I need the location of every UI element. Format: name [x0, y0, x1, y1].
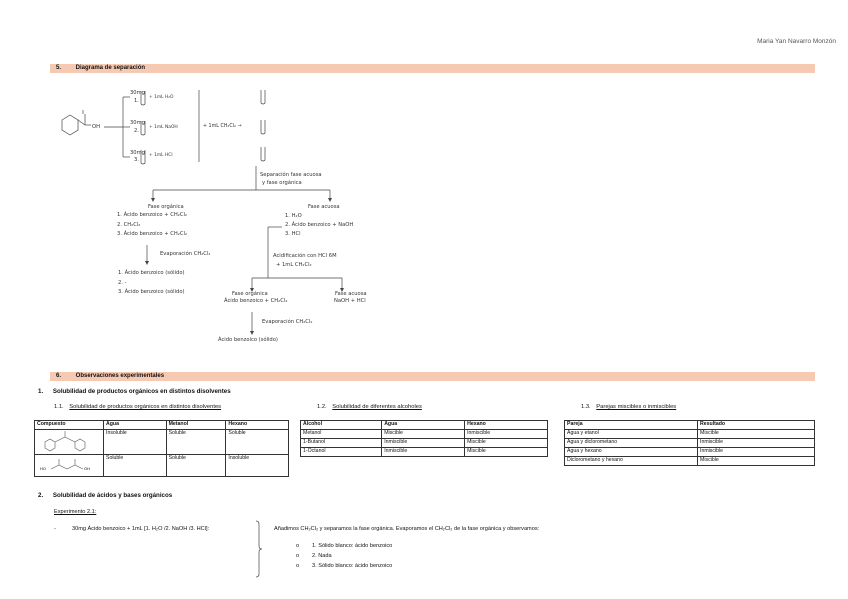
test-tube [261, 147, 265, 161]
branch-1-mass: 30mg [130, 90, 145, 96]
table-1-title: Solubilidad de productos orgánicos en distintos disolventes [69, 404, 222, 410]
table-header: Hexano [465, 421, 548, 430]
malonic-acid-structure [37, 455, 97, 475]
result-1-item-1: 1. Ácido benzoico (sólido) [118, 270, 185, 276]
branch-3-reagent: + 1mL HCl [149, 153, 173, 158]
separation-line-2: y fase orgánica [262, 180, 302, 186]
table-header: Agua [104, 421, 167, 430]
malonic-ho-label: HO [40, 466, 46, 471]
test-tube [261, 90, 265, 104]
benzophenone-structure [37, 430, 97, 452]
compound-structure-cell [35, 430, 104, 455]
table-2-title: Solubilidad de diferentes alcoholes [332, 404, 422, 410]
table-3-title: Parejas miscibles o inmiscibles [596, 404, 677, 410]
table-cell: Agua y hexano [565, 448, 698, 457]
table-1-heading [54, 404, 221, 410]
observation-text: Añadimos CH₂Cl₂ y separamos la fase orgánica. Evaporamos el CH₂Cl₂ de la fase orgánica y observamos: [274, 526, 540, 532]
observation-item-1: 1. Sólido blanco: ácido benzoico [312, 543, 393, 549]
table-header: Resultado [698, 421, 815, 430]
branch-1-index: 1. [134, 98, 139, 104]
aqueous-phase-2-title: Fase acuosa [335, 291, 367, 297]
table-2-heading [317, 404, 422, 410]
malonic-oh-label: OH [84, 466, 90, 471]
table-cell: 1-Octanol [301, 448, 382, 457]
subsection-2-title: Solubilidad de ácidos y bases orgánicos [52, 492, 173, 499]
result-1-item-2: 2. - [118, 280, 127, 286]
table-cell: Miscible [465, 448, 548, 457]
branch-2-reagent: + 1mL NaOH [149, 125, 178, 130]
acidification-line-2: + 1mL CH₂Cl₂ [276, 262, 312, 268]
table-3-number: 1.3. [581, 404, 591, 410]
bullet-mark: o [296, 543, 300, 549]
branch-3-index: 3. [134, 157, 139, 163]
section-5-number: 5. [56, 65, 62, 71]
add-solvent-label: + 1mL CH₂Cl₂ → [203, 124, 242, 129]
table-header: Compuesto [35, 421, 104, 430]
table-cell: Inmiscible [382, 448, 465, 457]
evaporation-2-label: Evaporación CH₂Cl₂ [262, 319, 313, 325]
organic-item-1: 1. Ácido benzoico + CH₂Cl₂ [117, 212, 187, 218]
aqueous-item-1: 1. H₂O [285, 213, 302, 219]
author-name: Maria Yan Navarro Monzón [757, 38, 836, 45]
bullet-mark: o [296, 563, 300, 569]
organic-phase-2-title: Fase orgánica [232, 291, 268, 297]
table-1-number: 1.1. [54, 404, 64, 410]
section-5-title: Diagrama de separación [75, 65, 146, 71]
compound-structure-cell [35, 455, 104, 477]
branch-2-mass: 30mg [130, 120, 145, 126]
bullet-mark: o [296, 553, 300, 559]
table-cell: Insoluble [104, 430, 167, 455]
table-cell: Metanol [301, 430, 382, 439]
table-3-heading [581, 404, 676, 410]
table-cell: Agua y etanol [565, 430, 698, 439]
subsection-1-heading [38, 388, 231, 395]
observation-item-3: 3. Sólido blanco: ácido benzoico [312, 563, 393, 569]
benzene-ring [62, 115, 78, 135]
table-header: Hexano [226, 421, 289, 430]
separation-line-1: Separación fase acuosa [260, 172, 322, 178]
acid-oh-label: OH [92, 124, 100, 130]
table-cell: Soluble [104, 455, 167, 477]
organic-item-2: 2. CH₂Cl₂ [117, 222, 141, 228]
miscibility-pairs-table [564, 420, 815, 466]
experiment-title: Experimento 2.1: [54, 509, 97, 515]
acidification-line-1: Acidificación con HCl 6M [273, 253, 337, 259]
organic-phase-title: Fase orgánica [148, 204, 184, 210]
table-cell: Miscible [698, 457, 815, 466]
branch-1-reagent: + 1mL H₂O [149, 95, 174, 100]
branch-3-mass: 30mg [130, 150, 145, 156]
table-cell: Soluble [166, 430, 226, 455]
table-cell: Miscible [698, 430, 815, 439]
table-cell: 1-Butanol [301, 439, 382, 448]
table-cell: Soluble [166, 455, 226, 477]
table-cell: Inmiscible [698, 448, 815, 457]
result-1-item-3: 3. Ácido benzoico (sólido) [118, 289, 185, 295]
experiment-dash: - [54, 526, 56, 532]
experiment-description: 30mg Ácido benzoico + 1mL [1. H₂O /2. NaOH /3. HCl]: [72, 526, 210, 532]
section-6-number: 6. [56, 373, 62, 379]
aqueous-phase-2-content: NaOH + HCl [334, 298, 366, 304]
bracket [254, 520, 264, 578]
table-cell: Inmiscible [465, 430, 548, 439]
subsection-2-heading [38, 492, 172, 499]
table-cell: Inmiscible [382, 439, 465, 448]
table-header: Agua [382, 421, 465, 430]
test-tube [261, 120, 265, 134]
final-result: Ácido benzoico (sólido) [218, 337, 278, 343]
organic-phase-2-content: Ácido benzoico + CH₂Cl₂ [224, 298, 288, 304]
organic-item-3: 3. Ácido benzoico + CH₂Cl₂ [117, 231, 187, 237]
table-cell: Insoluble [226, 455, 289, 477]
table-cell: Soluble [226, 430, 289, 455]
subsection-1-number: 1. [38, 388, 44, 395]
section-6-header [50, 372, 815, 381]
evaporation-1-label: Evaporación CH₂Cl₂ [160, 251, 211, 257]
aqueous-phase-title: Fase acuosa [308, 204, 340, 210]
subsection-1-title: Solubilidad de productos orgánicos en distintos disolventes [52, 388, 231, 395]
table-cell: Inmiscible [698, 439, 815, 448]
aqueous-item-2: 2. Ácido benzoico + NaOH [285, 222, 354, 228]
table-cell: Diclorometano y hexano [565, 457, 698, 466]
observation-item-2: 2. Nada [312, 553, 332, 559]
branch-2-index: 2. [134, 128, 139, 134]
table-cell: Agua y diclorometano [565, 439, 698, 448]
solubility-table-compounds [34, 420, 289, 477]
solubility-table-alcohols [300, 420, 548, 457]
table-header: Metanol [166, 421, 226, 430]
table-2-number: 1.2. [317, 404, 327, 410]
table-header: Alcohol [301, 421, 382, 430]
table-header: Pareja [565, 421, 698, 430]
table-cell: Miscible [465, 439, 548, 448]
section-6-title: Observaciones experimentales [75, 373, 165, 379]
aqueous-item-3: 3. HCl [285, 231, 301, 237]
subsection-2-number: 2. [38, 492, 44, 499]
table-cell: Miscible [382, 430, 465, 439]
